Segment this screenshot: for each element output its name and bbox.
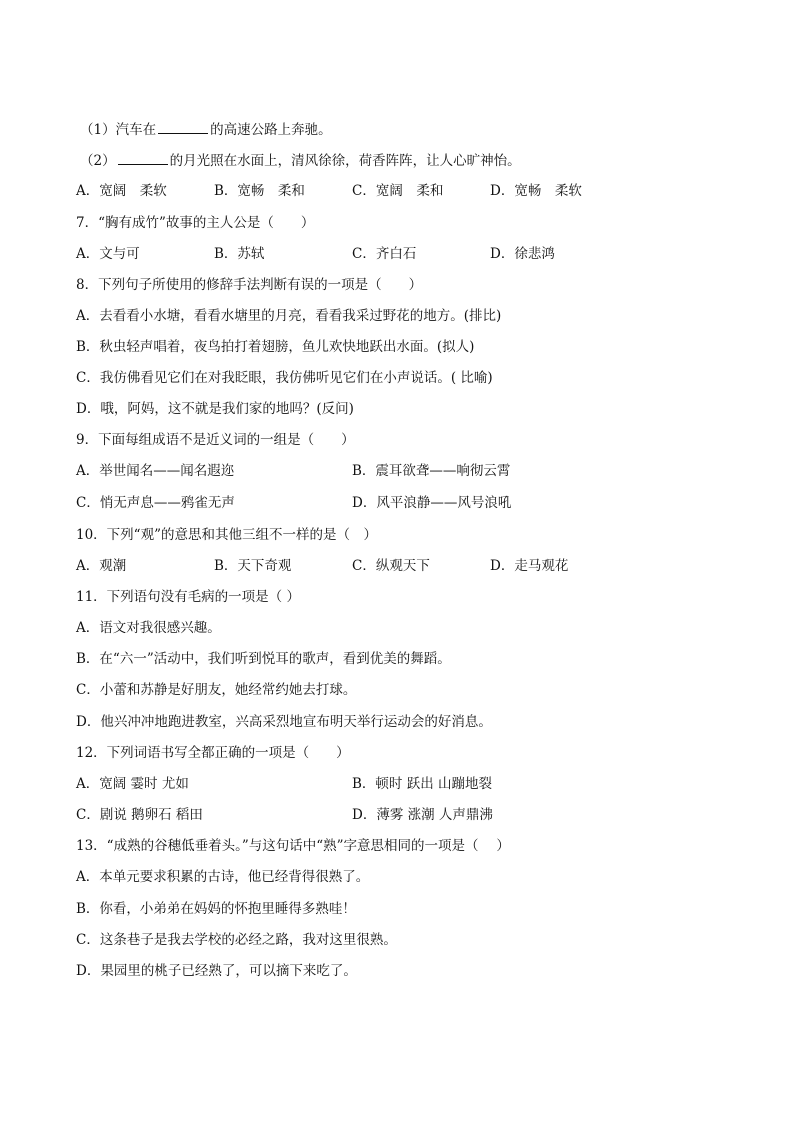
option-c: C．悄无声息——鸦雀无声 — [76, 495, 235, 511]
option-b: B．在“六一”活动中，我们听到悦耳的歌声，看到优美的舞蹈。 — [76, 651, 451, 667]
question-9-stem: 9．下面每组成语不是近义词的一组是（ ） — [76, 432, 355, 448]
option-b: B．秋虫轻声唱着，夜鸟拍打着翅膀，鱼儿欢快地跃出水面。(拟人) — [76, 339, 475, 355]
option-d: D．徐悲鸿 — [490, 246, 555, 262]
option-d: D．宽畅 柔软 — [490, 183, 582, 199]
option-c: C．齐白石 — [352, 246, 417, 262]
option-d: D．走马观花 — [490, 558, 569, 574]
option-c: C．小蕾和苏静是好朋友，她经常约她去打球。 — [76, 682, 357, 698]
option-b: B．震耳欲聋——响彻云霄 — [352, 463, 511, 479]
option-a: A．本单元要求积累的古诗，他已经背得很熟了。 — [76, 869, 370, 885]
option-c: C．剧说 鹅卵石 稻田 — [76, 807, 203, 823]
option-a: A．去看看小水塘，看看水塘里的月亮，看看我采过野花的地方。(排比) — [76, 308, 502, 324]
option-c: C．纵观天下 — [352, 558, 430, 574]
option-a: A．观潮 — [76, 558, 127, 574]
option-a: A．宽阔 柔软 — [76, 183, 167, 199]
option-d: D．风平浪静——风号浪吼 — [352, 495, 512, 511]
question-7-stem: 7．“胸有成竹”故事的主人公是（ ） — [76, 215, 315, 231]
option-a: A．文与可 — [76, 246, 140, 262]
option-d: D．他兴冲冲地跑进教室，兴高采烈地宣布明天举行运动会的好消息。 — [76, 714, 492, 730]
option-c: C．宽阔 柔和 — [352, 183, 444, 199]
option-c: C．这条巷子是我去学校的必经之路，我对这里很熟。 — [76, 932, 397, 948]
question-8-stem: 8．下列句子所使用的修辞手法判断有误的一项是（ ） — [76, 277, 423, 293]
option-b: B．苏轼 — [214, 246, 265, 262]
option-d: D．薄雾 涨潮 人声鼎沸 — [352, 807, 493, 823]
blank-question-2: （2） 的月光照在水面上，清风徐徐，荷香阵阵，让人心旷神怡。 — [80, 150, 521, 170]
option-a: A．语文对我很感兴趣。 — [76, 620, 221, 636]
blank-question-1: （1）汽车在 的高速公路上奔驰。 — [80, 119, 332, 139]
option-d: D．果园里的桃子已经熟了，可以摘下来吃了。 — [76, 963, 357, 979]
answer-blank-1 — [158, 119, 208, 134]
question-12-stem: 12．下列词语书写全都正确的一项是（ ） — [76, 745, 350, 761]
question-13-stem: 13．“成熟的谷穗低垂着头。”与这句话中“熟”字意思相同的一项是（ ） — [76, 838, 510, 854]
option-b: B．天下奇观 — [214, 558, 292, 574]
option-d: D．哦，阿妈，这不就是我们家的地吗？(反问) — [76, 401, 354, 417]
option-b: B．宽畅 柔和 — [214, 183, 305, 199]
option-b: B．顿时 跃出 山蹦地裂 — [352, 776, 493, 792]
option-c: C．我仿佛看见它们在对我眨眼，我仿佛听见它们在小声说话。( 比喻) — [76, 370, 493, 386]
question-11-stem: 11．下列语句没有毛病的一项是（ ） — [76, 589, 300, 605]
answer-blank-2 — [118, 150, 168, 165]
question-10-stem: 10．下列“观”的意思和其他三组不一样的是（ ） — [76, 527, 377, 543]
option-b: B．你看，小弟弟在妈妈的怀抱里睡得多熟哇！ — [76, 901, 356, 917]
option-a: A．举世闻名——闻名遐迩 — [76, 463, 235, 479]
option-a: A．宽阔 霎时 尤如 — [76, 776, 189, 792]
